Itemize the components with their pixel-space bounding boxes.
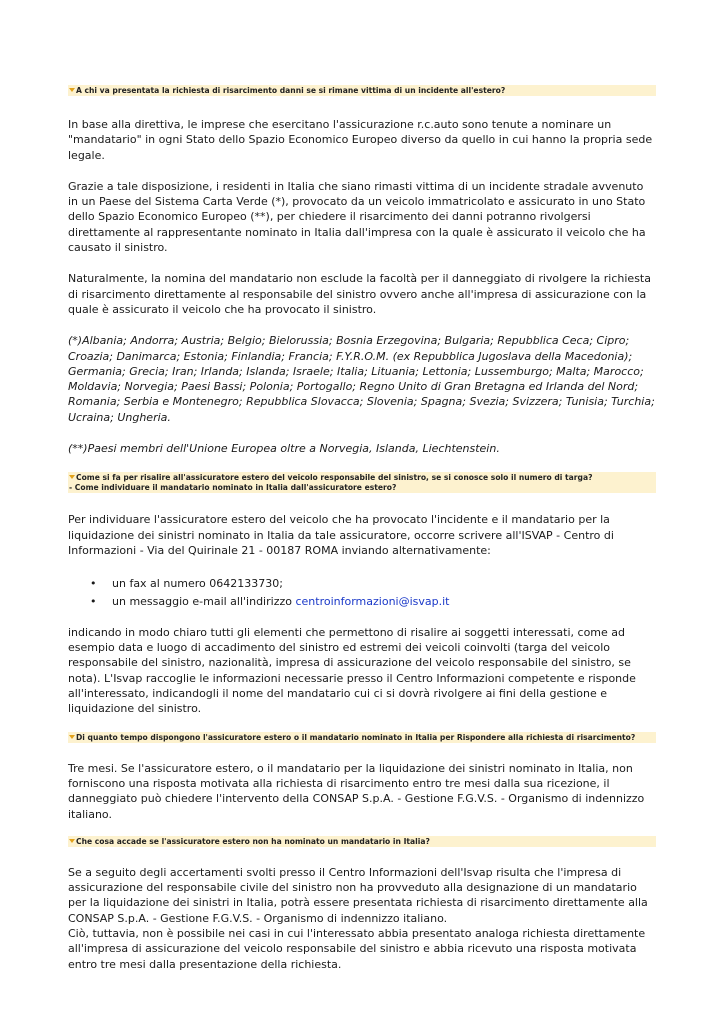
faq-question-3-text: Di quanto tempo dispongono l'assicuratore estero o il mandatario nominato in Italia per Rispondere alla richiesta di risarcimento? — [76, 732, 636, 742]
paragraph: Se a seguito degli accertamenti svolti presso il Centro Informazioni dell'Isvap risulta che l'impresa di assicurazione del responsabile civile del sinistro non ha provveduto alla designazione di un mandatario per la liquidazione dei sinistri in Italia, potrà essere presentata richiesta di risarcimento direttamente alla CONSAP S.p.A. - Gestione F.G.V.S. - Organismo di indennizzo italiano. — [68, 865, 648, 925]
faq-question-1 — [68, 85, 656, 96]
faq-question-3 — [68, 732, 656, 743]
document-page — [68, 85, 656, 972]
list-item — [68, 576, 656, 591]
paragraph: indicando in modo chiaro tutti gli elementi che permettono di risalire ai soggetti interessati, come ad esempio data e luogo di accadimento del sinistro ed estremi dei veicoli coinvolti (targa del veicolo responsabile del sinistro, nazionalità, impresa di assicurazione del veicolo responsabile del sinistro, se nota). L'Isvap raccoglie le informazioni necessarie presso il Centro Informazioni competente e risponde all'interessato, indicandogli il nome del mandatario cui ci si dovrà rivolgere ai fini della gestione e liquidazione del sinistro. — [68, 625, 636, 716]
eu-members-note: (**)Paesi membri dell'Unione Europea oltre a Norvegia, Islanda, Liechtenstein. — [68, 442, 500, 456]
faq-question-1-text: A chi va presentata la richiesta di risarcimento danni se si rimane vittima di un incidente all'estero? — [76, 86, 506, 95]
faq-question-4 — [68, 836, 656, 847]
paragraph: In base alla direttiva, le imprese che esercitano l'assicurazione r.c.auto sono tenute a nominare un "mandatario" in ogni Stato dello Spazio Economico Europeo diverso da quello in cui hanno la propria sede legale. — [68, 118, 653, 162]
arrow-down-icon — [69, 88, 75, 92]
paragraph: Naturalmente, la nomina del mandatario non esclude la facoltà per il danneggiato di rivolgere la richiesta di risarcimento direttamente al responsabile del sinistro ovvero anche all'impresa di assicurazione con la quale è assicurato il veicolo che ha provocato il sinistro. — [68, 272, 651, 316]
faq-question-4-text: Che cosa accade se l'assicuratore estero non ha nominato un mandatario in Italia? — [76, 836, 430, 846]
paragraph: Per individuare l'assicuratore estero del veicolo che ha provocato l'incidente e il mandatario per la liquidazione dei sinistri nominato in Italia da tale assicuratore, occorre scrivere all'ISVAP - Centro di Informazioni - Via del Quirinale 21 - 00187 ROMA inviando alternativamente: — [68, 513, 614, 557]
arrow-down-icon — [69, 839, 75, 843]
contact-methods-list — [68, 576, 656, 609]
country-list-note: (*)Albania; Andorra; Austria; Belgio; Bielorussia; Bosnia Erzegovina; Bulgaria; Repubblica Ceca; Cipro; Croazia; Danimarca; Estonia; Finlandia; Francia; F.Y.R.O.M. (ex Repubblica Jugoslava della Macedonia); Germania; Grecia; Iran; Irlanda; Islanda; Israele; Italia; Lituania; Lettonia; Lussemburgo; Malta; Marocco; Moldavia; Norvegia; Paesi Bassi; Polonia; Portogallo; Regno Unito di Gran Bretagna ed Irlanda del Nord; Romania; Serbia e Montenegro; Repubblica Slovacca; Slovenia; Spagna; Svezia; Svizzera; Tunisia; Turchia; Ucraina; Ungheria. — [68, 334, 655, 424]
faq-question-2-line1: Come si fa per risalire all'assicuratore estero del veicolo responsabile del sinistro, se si conosce solo il numero di targa? — [76, 473, 593, 483]
arrow-down-icon — [69, 475, 75, 479]
faq-question-2 — [68, 472, 656, 493]
email-link[interactable]: centroinformazioni@isvap.it — [295, 594, 450, 608]
paragraph: Tre mesi. Se l'assicuratore estero, o il mandatario per la liquidazione dei sinistri nominato in Italia, non forniscono una risposta motivata alla richiesta di risarcimento entro tre mesi dalla sua ricezione, il danneggiato può chiedere l'intervento della CONSAP S.p.A. - Gestione F.G.V.S. - Organismo di indennizzo italiano. — [68, 761, 645, 821]
paragraph: Ciò, tuttavia, non è possibile nei casi in cui l'interessato abbia presentato analoga richiesta direttamente all'impresa di assicurazione del veicolo responsabile del sinistro e abbia ricevuto una risposta motivata entro tre mesi dalla presentazione della richiesta. — [68, 926, 646, 971]
fax-item-text: un fax al numero 0642133730; — [112, 577, 283, 591]
faq-question-2-line2: - Come individuare il mandatario nominato in Italia dall'assicuratore estero? — [69, 483, 397, 493]
bullet: • — [90, 577, 97, 591]
arrow-down-icon — [69, 735, 75, 739]
email-item-text: un messaggio e-mail all'indirizzo — [112, 594, 296, 608]
bullet: • — [90, 594, 97, 608]
paragraph: Grazie a tale disposizione, i residenti in Italia che siano rimasti vittima di un incidente stradale avvenuto in un Paese del Sistema Carta Verde (*), provocato da un veicolo immatricolato e assicurato in uno Stato dello Spazio Economico Europeo (**), per chiedere il risarcimento dei danni potranno rivolgersi direttamente al rappresentante nominato in Italia dall'impresa con la quale è assicurato il veicolo che ha causato il sinistro. — [68, 179, 646, 255]
list-item — [68, 594, 656, 609]
